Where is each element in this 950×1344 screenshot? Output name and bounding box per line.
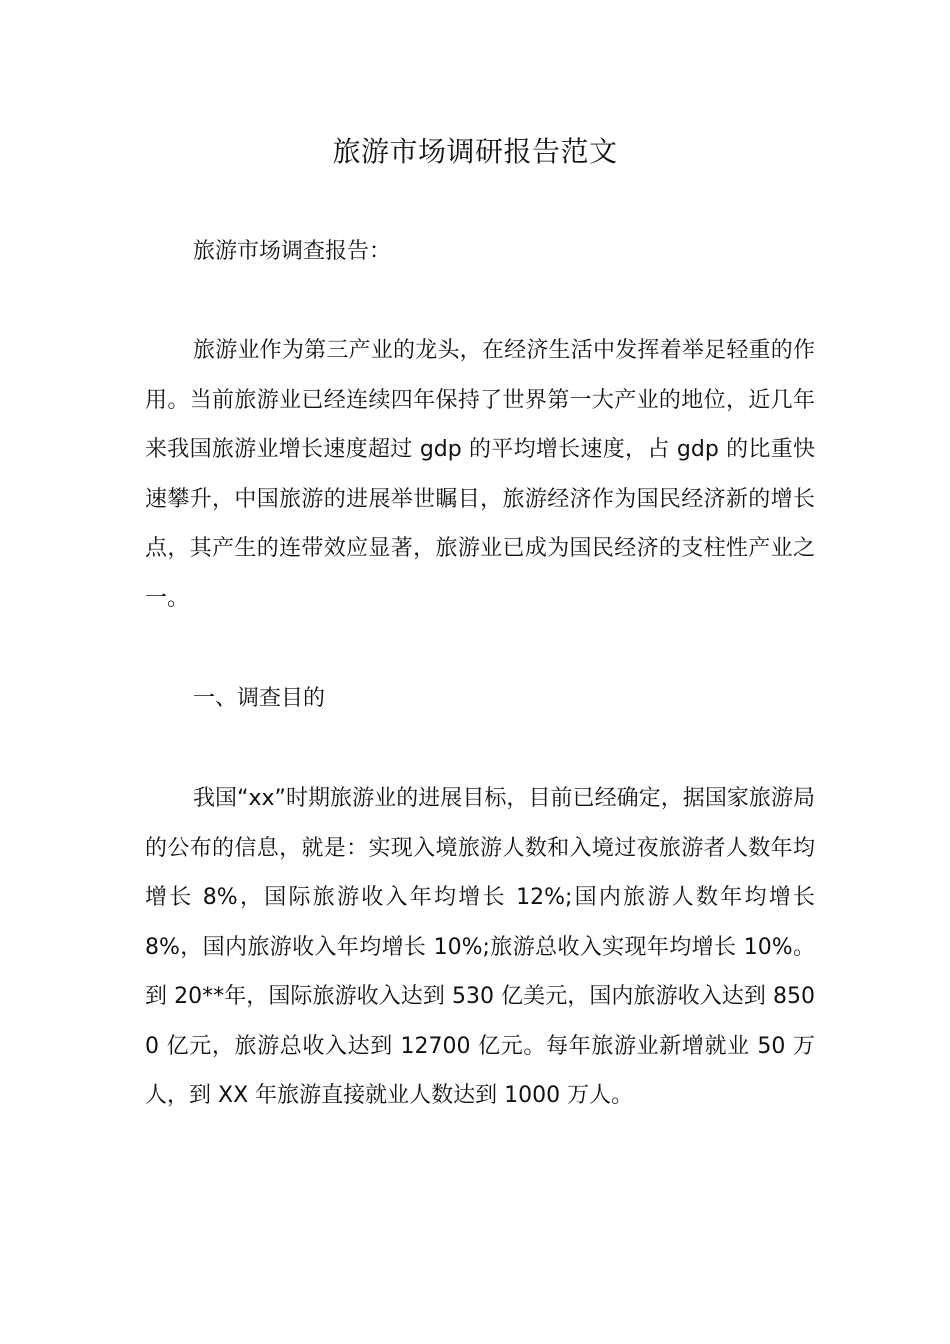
document-title: 旅游市场调研报告范文 — [332, 135, 618, 168]
section-heading-survey-purpose: 一、调查目的 — [193, 686, 326, 711]
intro-paragraph: 旅游市场调查报告： — [193, 239, 392, 264]
body-paragraph-industry: 旅游业作为第三产业的龙头，在经济生活中发挥着举足轻重的作用。当前旅游业已经连续四年保持了世界第一大产业的地位，近几年来我国旅游业增长速度超过 gdp 的平均增长速度，占 gdp 的比重快速攀升，中国旅游的进展举世瞩目，旅游经济作为国民经济新的增长点，其产生的连带效应显著，旅游业已成为国民经济的支柱性产业之一。 — [145, 338, 815, 611]
body-paragraph-goals: 我国“xx”时期旅游业的进展目标，目前已经确定，据国家旅游局的公布的信息，就是：实现入境旅游人数和入境过夜旅游者人数年均增长 8%，国际旅游收入年均增长 12%;国内旅游人数年均增长 8%，国内旅游收入年均增长 10%;旅游总收入实现年均增长 10%。到 20**年，国际旅游收入达到 530 亿美元，国内旅游收入达到 8500 亿元，旅游总收入达到 12700 亿元。每年旅游业新增就业 50 万人，到 XX 年旅游直接就业人数达到 1000 万人。 — [145, 786, 815, 1108]
